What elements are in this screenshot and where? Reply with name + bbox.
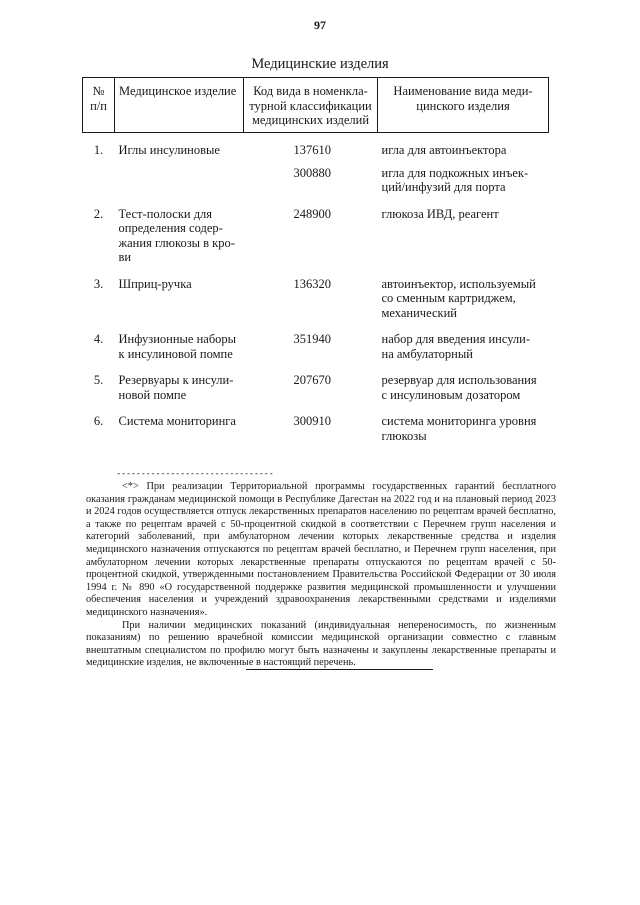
- table-row: [83, 361, 549, 402]
- table-header-row: [83, 78, 549, 133]
- medical-devices-table: [82, 77, 549, 443]
- header-code: Код вида в номенкла- турной классификации медицинских изделий: [244, 78, 378, 133]
- row-type-name: игла для автоинъектора: [381, 143, 507, 157]
- row-type-name: набор для введения инсули- на амбулаторный: [381, 332, 531, 361]
- row-type-name: глюкоза ИВД, реагент: [381, 206, 499, 221]
- row-type-name: резервуар для использования с инсулиновым дозатором: [381, 373, 537, 402]
- row-number: 5.: [93, 373, 104, 387]
- row-code: 300910: [293, 414, 331, 428]
- page-number: 97: [314, 18, 326, 32]
- table-row: [83, 133, 549, 158]
- row-type-name: система мониторинга уровня глюкозы: [381, 414, 537, 443]
- row-device: Шприц-ручка: [118, 276, 192, 291]
- row-device: Тест-полоски для определения содер- жания глюкозы в кро- ви: [118, 206, 235, 264]
- bottom-divider: [246, 669, 433, 670]
- row-code: 351940: [293, 332, 331, 346]
- header-type-name: Наименование вида меди- цинского изделия: [378, 78, 549, 133]
- table-row: [83, 320, 549, 361]
- row-code: 248900: [293, 206, 331, 221]
- row-code: 300880: [293, 165, 331, 180]
- table-row: [83, 265, 549, 321]
- row-code: 137610: [293, 143, 331, 157]
- row-code: 207670: [293, 373, 331, 387]
- table-row: [83, 158, 549, 195]
- row-type-name: автоинъектор, используемый со сменным картриджем, механический: [381, 276, 536, 320]
- row-number: 3.: [93, 276, 104, 291]
- row-device: Система мониторинга: [118, 414, 236, 428]
- row-number: 6.: [93, 414, 104, 428]
- footnotes: [86, 481, 556, 670]
- footnote-paragraph: При наличии медицинских показаний (индивидуальная непереносимость, по жизненным показаниям) по решению врачебной комиссии медицинской организации совместно с главным внештатным специалистом по профилю могут быть назначены и закуплены лекарственные препараты и медицинские изделия, не включенные в настоящий перечень.: [86, 619, 556, 669]
- table-body: [83, 133, 549, 444]
- header-device: Медицинское изделие: [115, 78, 244, 133]
- footnote-paragraph: <*> При реализации Территориальной программы государственных гарантий бесплатного оказания гражданам медицинской помощи в Республике Дагестан на 2022 год и на плановый период 2023 и 2024 годов осуществляется отпуск лекарственных препаратов населению по рецептам врачей бесплатно, а также по рецептам врачей с 50-процентной скидкой в соответствии с Перечнем групп населения и категорий заболеваний, при амбулаторном лечении которых лекарственные средства и изделия медицинского назначения отпускаются по рецептам врачей бесплатно, и Перечнем групп населения, при амбулаторном лечении которых лекарственные препараты отпускаются по рецептам врачей с 50-процентной скидкой, утвержденными постановлением Правительства Российской Федерации от 30 июля 1994 г. № 890 «О государственной поддержке развития медицинской промышленности и улучшении обеспечения населения и учреждений здравоохранения лекарственными средствами и изделиями медицинского назначения».: [86, 481, 556, 618]
- row-type-name: игла для подкожных инъек- ций/инфузий для порта: [381, 165, 529, 194]
- table-row: [83, 195, 549, 265]
- row-number: 2.: [93, 206, 104, 221]
- row-device: [115, 158, 244, 195]
- row-code: 136320: [293, 276, 331, 291]
- section-title: Медицинские изделия: [251, 56, 389, 72]
- row-number: 1.: [93, 143, 104, 157]
- row-device: Инфузионные наборы к инсулиновой помпе: [118, 332, 237, 361]
- row-number: [83, 158, 115, 195]
- footnote-separator: --------------------------------: [116, 469, 274, 479]
- row-number: 4.: [93, 332, 104, 346]
- row-device: Резервуары к инсули- новой помпе: [118, 373, 234, 402]
- table-row: [83, 402, 549, 443]
- header-number: № п/п: [83, 78, 115, 133]
- row-device: Иглы инсулиновые: [118, 143, 220, 157]
